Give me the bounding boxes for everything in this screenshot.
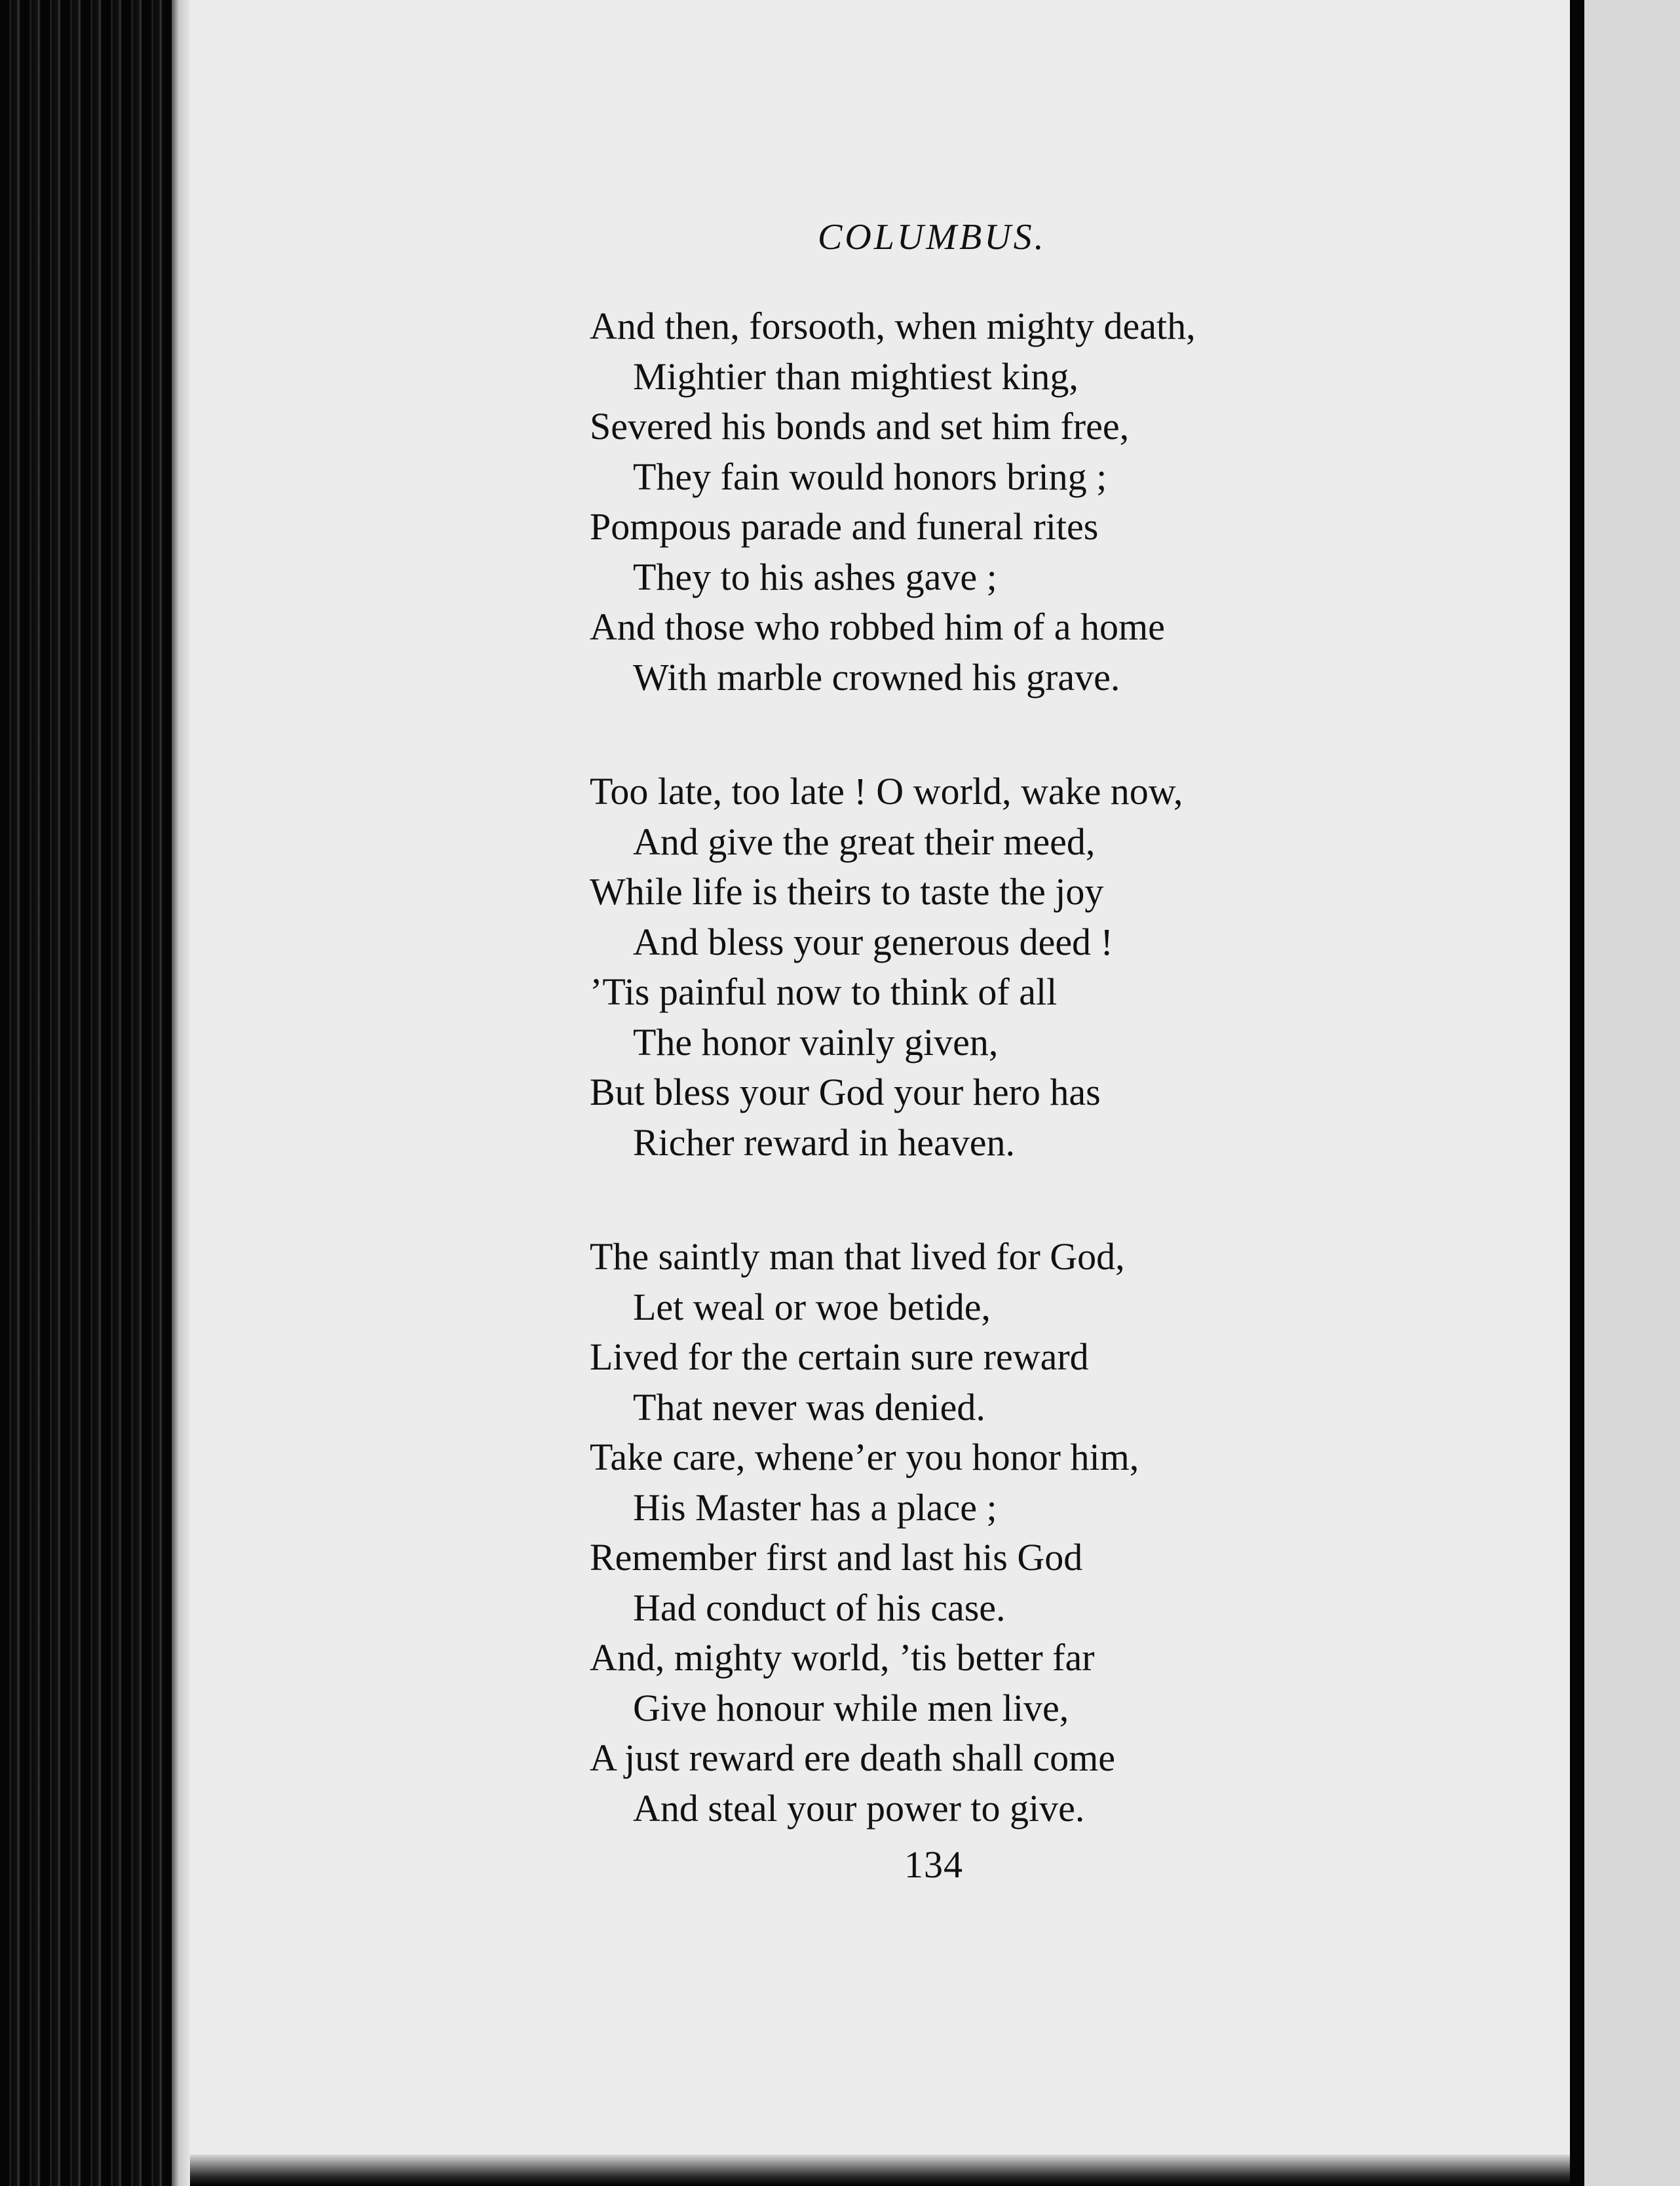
stanza-break xyxy=(590,1168,1324,1232)
verse-line: The saintly man that lived for God, xyxy=(590,1235,1125,1278)
page-bottom-shadow xyxy=(190,2155,1570,2186)
stanza-break xyxy=(590,702,1324,767)
verse-line: But bless your God your hero has xyxy=(590,1071,1101,1113)
verse-line: And bless your generous deed ! xyxy=(633,920,1113,963)
verse-line: ’Tis painful now to think of all xyxy=(590,970,1058,1013)
verse-line: Let weal or woe betide, xyxy=(633,1285,991,1328)
poem-body xyxy=(590,301,1324,1833)
book-gutter xyxy=(1570,0,1584,2186)
verse-line: Severed his bonds and set him free, xyxy=(590,405,1130,448)
verse-line: Take care, whene’er you honor him, xyxy=(590,1436,1139,1478)
verse-line: And steal your power to give. xyxy=(633,1786,1085,1830)
stanza xyxy=(590,301,1324,702)
verse-line: Pompous parade and funeral rites xyxy=(590,505,1099,548)
facing-page-edge xyxy=(1584,0,1680,2186)
page-edge-stack xyxy=(172,0,190,2186)
verse-line: While life is theirs to taste the joy xyxy=(590,870,1104,913)
verse-line: And, mighty world, ’tis better far xyxy=(590,1636,1095,1679)
verse-line: Mightier than mightiest king, xyxy=(633,355,1079,398)
page-number: 134 xyxy=(904,1843,963,1886)
verse-line: Had conduct of his case. xyxy=(633,1586,1006,1629)
verse-line: That never was denied. xyxy=(633,1385,985,1429)
book-binding xyxy=(0,0,190,2186)
verse-line: Richer reward in heaven. xyxy=(633,1121,1015,1164)
verse-line: A just reward ere death shall come xyxy=(590,1736,1116,1779)
running-head: COLUMBUS. xyxy=(818,217,1046,258)
verse-line: The honor vainly given, xyxy=(633,1020,999,1064)
verse-line: With marble crowned his grave. xyxy=(633,655,1120,699)
verse-line: His Master has a place ; xyxy=(633,1486,997,1529)
verse-line: Remember first and last his God xyxy=(590,1536,1083,1579)
verse-line: Give honour while men live, xyxy=(633,1686,1069,1729)
verse-line: They to his ashes gave ; xyxy=(633,555,997,598)
verse-line: And then, forsooth, when mighty death, xyxy=(590,305,1196,347)
stanza xyxy=(590,1232,1324,1833)
verse-line: They fain would honors bring ; xyxy=(633,455,1107,498)
verse-line: And those who robbed him of a home xyxy=(590,605,1165,648)
verse-line: Lived for the certain sure reward xyxy=(590,1335,1089,1378)
verse-line: And give the great their meed, xyxy=(633,820,1096,863)
stanza xyxy=(590,767,1324,1168)
verse-line: Too late, too late ! O world, wake now, xyxy=(590,770,1183,813)
